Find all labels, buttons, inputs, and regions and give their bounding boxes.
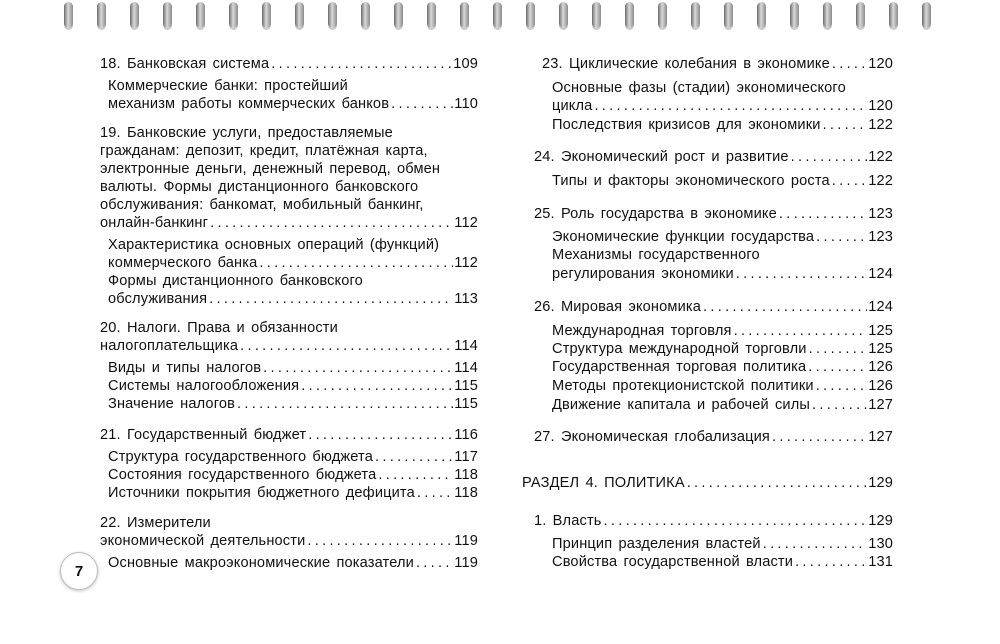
toc-entry[interactable]: [552, 553, 893, 571]
toc-entry-title: Системы налогообложения: [108, 378, 300, 394]
spiral-ring-icon: [625, 2, 634, 28]
toc-entry[interactable]: [108, 95, 478, 113]
toc-entry[interactable]: [108, 466, 478, 484]
toc-entry-page: 126: [868, 378, 893, 394]
toc-entry-page: 114: [454, 360, 478, 376]
spiral-ring-icon: [559, 2, 568, 28]
spiral-ring-icon: [229, 2, 238, 28]
dot-leader: [687, 474, 867, 492]
toc-entry[interactable]: [108, 448, 478, 466]
toc-entry-page: 125: [868, 341, 893, 357]
toc-entry-title: Государственная торговая политика: [552, 359, 807, 375]
toc-entry[interactable]: [534, 148, 893, 166]
toc-entry-page: 119: [454, 533, 478, 549]
toc-entry-title: Структура международной торговли: [552, 341, 807, 357]
toc-entry-title: коммерческого банка: [108, 255, 258, 271]
dot-leader: [301, 377, 453, 395]
spiral-ring-icon: [922, 2, 931, 28]
dot-leader: [594, 97, 867, 115]
toc-entry-title: 23. Циклические колебания в экономике: [542, 56, 830, 72]
dot-leader: [791, 148, 868, 166]
toc-entry: [100, 319, 478, 337]
dot-leader: [209, 290, 453, 308]
dot-leader: [240, 337, 453, 355]
toc-entry-title: экономической деятельности: [100, 533, 306, 549]
toc-entry-page: 119: [454, 555, 478, 571]
toc-entry-title: Значение налогов: [108, 396, 236, 412]
dot-leader: [809, 340, 868, 358]
toc-entry-title: Состояния государственного бюджета: [108, 467, 377, 483]
toc-entry-page: 118: [454, 467, 478, 483]
toc-entry-title: Движение капитала и рабочей силы: [552, 397, 811, 413]
dot-leader: [391, 95, 453, 113]
toc-entry[interactable]: [108, 484, 478, 502]
toc-entry-title: 25. Роль государства в экономике: [534, 206, 777, 222]
toc-entry-title: Структура государственного бюджета: [108, 449, 373, 465]
toc-entry[interactable]: [534, 428, 893, 446]
spiral-ring-icon: [889, 2, 898, 28]
toc-entry[interactable]: [552, 228, 893, 246]
dot-leader: [823, 116, 868, 134]
toc-entry-page: 123: [868, 206, 893, 222]
toc-entry-title: Принцип разделения властей: [552, 536, 761, 552]
toc-entry: [100, 124, 478, 142]
spiral-ring-icon: [856, 2, 865, 28]
page-number-badge: 7: [60, 552, 98, 590]
toc-entry[interactable]: [534, 205, 893, 223]
toc-entry-title: валюты. Формы дистанционного банковского: [100, 179, 419, 195]
toc-entry: [108, 236, 478, 254]
spiral-ring-icon: [790, 2, 799, 28]
toc-entry-title: Коммерческие банки: простейший: [108, 78, 348, 94]
toc-entry-title: Характеристика основных операций (функций): [108, 237, 440, 253]
spiral-ring-icon: [196, 2, 205, 28]
toc-entry[interactable]: [108, 395, 478, 413]
spiral-ring-icon: [97, 2, 106, 28]
toc-entry[interactable]: [108, 290, 478, 308]
toc-entry-title: Международная торговля: [552, 323, 732, 339]
spiral-binding: [0, 0, 1000, 36]
spiral-ring-icon: [163, 2, 172, 28]
toc-entry-page: 125: [868, 323, 893, 339]
spiral-ring-icon: [526, 2, 535, 28]
toc-entry-title: 24. Экономический рост и развитие: [534, 149, 789, 165]
toc-entry-page: 131: [868, 554, 893, 570]
dot-leader: [271, 55, 452, 73]
toc-entry[interactable]: [100, 337, 478, 355]
toc-entry-page: 120: [868, 98, 893, 114]
toc-entry-title: Формы дистанционного банковского: [108, 273, 363, 289]
toc-entry: [100, 160, 478, 178]
spiral-ring-icon: [427, 2, 436, 28]
toc-entry-title: Типы и факторы экономического роста: [552, 173, 830, 189]
toc-entry-page: 110: [454, 96, 478, 112]
toc-entry[interactable]: [100, 426, 478, 444]
spiral-ring-icon: [658, 2, 667, 28]
toc-entry[interactable]: [552, 265, 893, 283]
dot-leader: [604, 512, 868, 530]
dot-leader: [734, 322, 868, 340]
spiral-ring-icon: [361, 2, 370, 28]
toc-entry-title: электронные деньги, денежный перевод, обмен: [100, 161, 441, 177]
dot-leader: [772, 428, 867, 446]
section-heading[interactable]: [522, 474, 893, 492]
dot-leader: [703, 298, 867, 316]
toc-entry[interactable]: [552, 116, 893, 134]
toc-entry-page: 123: [868, 229, 893, 245]
toc-entry-title: Методы протекционистской политики: [552, 378, 814, 394]
toc-entry-title: Основные фазы (стадии) экономического: [552, 80, 846, 96]
dot-leader: [307, 532, 453, 550]
toc-entry[interactable]: [552, 377, 893, 395]
toc-entry-title: Виды и типы налогов: [108, 360, 262, 376]
toc-entry: [100, 142, 478, 160]
toc-entry-title: 27. Экономическая глобализация: [534, 429, 770, 445]
toc-entry[interactable]: [108, 254, 478, 272]
spiral-ring-icon: [592, 2, 601, 28]
toc-entry-title: Последствия кризисов для экономики: [552, 117, 821, 133]
toc-entry-page: 126: [868, 359, 893, 375]
dot-leader: [210, 214, 453, 232]
toc-entry-page: 115: [454, 396, 478, 412]
toc-entry-title: онлайн-банкинг: [100, 215, 209, 231]
toc-entry[interactable]: [108, 554, 478, 572]
toc-entry-page: 114: [454, 338, 478, 354]
toc-entry-page: 129: [868, 513, 893, 529]
dot-leader: [832, 55, 867, 73]
toc-entry[interactable]: [552, 322, 893, 340]
toc-entry[interactable]: [552, 358, 893, 376]
dot-leader: [832, 172, 867, 190]
toc-entry[interactable]: [552, 535, 893, 553]
toc-entry-title: цикла: [552, 98, 593, 114]
dot-leader: [237, 395, 453, 413]
toc-entry-title: Основные макроэкономические показатели: [108, 555, 414, 571]
spiral-ring-icon: [262, 2, 271, 28]
toc-entry-page: 118: [454, 485, 478, 501]
dot-leader: [736, 265, 867, 283]
spiral-ring-icon: [328, 2, 337, 28]
toc-entry-page: 113: [454, 291, 478, 307]
spiral-ring-icon: [493, 2, 502, 28]
toc-entry-title: 20. Налоги. Права и обязанности: [100, 320, 338, 336]
toc-entry-page: 129: [868, 475, 893, 491]
toc-entry[interactable]: [552, 97, 893, 115]
toc-entry-title: Свойства государственной власти: [552, 554, 794, 570]
toc-entry: [100, 514, 478, 532]
dot-leader: [812, 396, 867, 414]
toc-entry[interactable]: [552, 396, 893, 414]
toc-entry-title: Источники покрытия бюджетного дефицита: [108, 485, 415, 501]
toc-entry-page: 127: [868, 397, 893, 413]
toc-entry-title: налогоплательщика: [100, 338, 239, 354]
toc-entry[interactable]: [552, 172, 893, 190]
toc-entry-page: 112: [454, 215, 478, 231]
spiral-ring-icon: [691, 2, 700, 28]
toc-entry-page: 116: [454, 427, 478, 443]
toc-entry-page: 109: [453, 56, 478, 72]
toc-entry-title: 18. Банковская система: [100, 56, 270, 72]
dot-leader: [795, 553, 867, 571]
toc-entry-title: 26. Мировая экономика: [534, 299, 701, 315]
toc-entry-page: 115: [454, 378, 478, 394]
toc-entry-title: механизм работы коммерческих банков: [108, 96, 390, 112]
spiral-ring-icon: [64, 2, 73, 28]
dot-leader: [779, 205, 867, 223]
toc-entry-page: 122: [868, 117, 893, 133]
toc-entry-title: 19. Банковские услуги, предоставляемые: [100, 125, 393, 141]
toc-entry: [100, 196, 478, 214]
toc-entry: [552, 79, 893, 97]
toc-entry: [552, 246, 893, 264]
toc-entry-page: 120: [868, 56, 893, 72]
toc-entry-title: 21. Государственный бюджет: [100, 427, 307, 443]
toc-entry[interactable]: [108, 377, 478, 395]
toc-entry[interactable]: [552, 340, 893, 358]
dot-leader: [378, 466, 453, 484]
toc-entry: [100, 178, 478, 196]
dot-leader: [808, 358, 867, 376]
toc-entry[interactable]: [108, 359, 478, 377]
toc-entry-page: 122: [868, 173, 893, 189]
dot-leader: [263, 359, 453, 377]
toc-entry-page: 112: [454, 255, 478, 271]
toc-entry-title: регулирования экономики: [552, 266, 734, 282]
dot-leader: [816, 377, 868, 395]
toc-entry-page: 122: [868, 149, 893, 165]
toc-entry-title: 22. Измерители: [100, 515, 211, 531]
toc-entry: [108, 272, 478, 290]
toc-entry-title: гражданам: депозит, кредит, платёжная карта,: [100, 143, 428, 159]
toc-entry-page: 124: [868, 266, 893, 282]
dot-leader: [308, 426, 453, 444]
spiral-ring-icon: [460, 2, 469, 28]
toc-entry[interactable]: [100, 214, 478, 232]
toc-entry[interactable]: [534, 298, 893, 316]
spiral-ring-icon: [394, 2, 403, 28]
spiral-ring-icon: [823, 2, 832, 28]
spiral-ring-icon: [724, 2, 733, 28]
dot-leader: [763, 535, 867, 553]
toc-entry[interactable]: [100, 55, 478, 73]
dot-leader: [417, 484, 453, 502]
dot-leader: [259, 254, 453, 272]
toc-entry-page: 117: [454, 449, 478, 465]
dot-leader: [416, 554, 453, 572]
toc-entry-page: 124: [868, 299, 893, 315]
toc-entry-title: 1. Власть: [534, 513, 602, 529]
dot-leader: [375, 448, 453, 466]
toc-entry[interactable]: [100, 532, 478, 550]
toc-entry-title: Экономические функции государства: [552, 229, 815, 245]
toc-entry-title: Механизмы государственного: [552, 247, 760, 263]
toc-entry[interactable]: [534, 512, 893, 530]
dot-leader: [816, 228, 867, 246]
spiral-ring-icon: [757, 2, 766, 28]
toc-entry-title: РАЗДЕЛ 4. ПОЛИТИКА: [522, 475, 685, 491]
toc-entry-page: 127: [868, 429, 893, 445]
toc-entry-page: 130: [868, 536, 893, 552]
toc-entry-title: обслуживания: [108, 291, 208, 307]
toc-entry: [108, 77, 478, 95]
toc-entry-title: обслуживания: банкомат, мобильный банкинг,: [100, 197, 424, 213]
spiral-ring-icon: [295, 2, 304, 28]
toc-entry[interactable]: [542, 55, 893, 73]
spiral-ring-icon: [130, 2, 139, 28]
